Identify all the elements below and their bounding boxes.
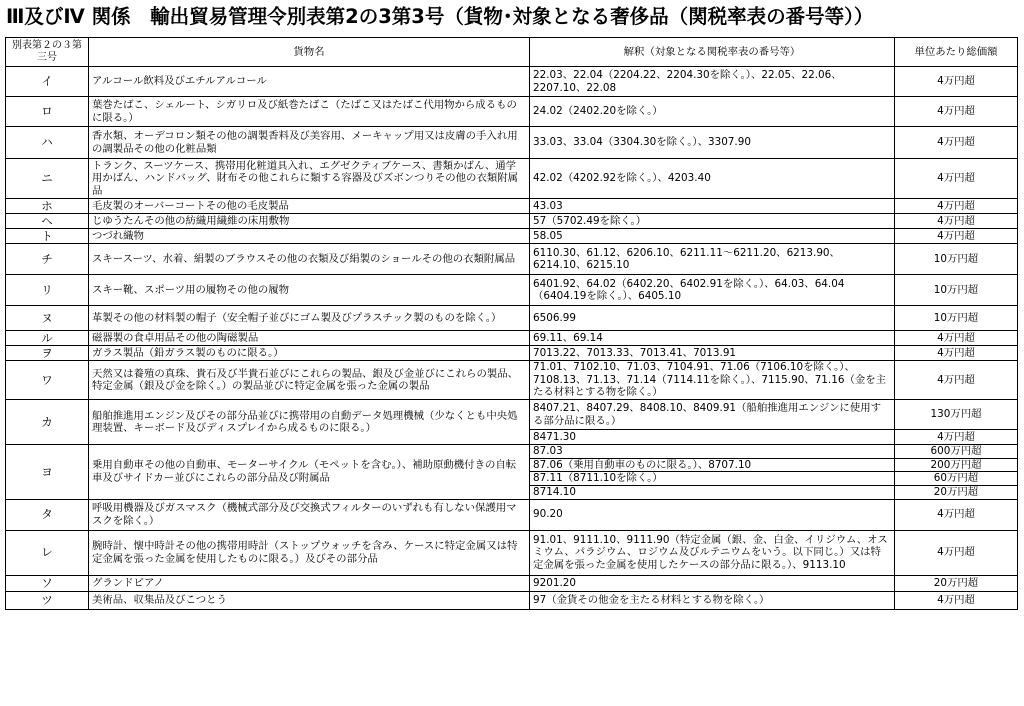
header-name: 貨物名 — [89, 38, 530, 67]
header-hs: 解釈（対象となる関税率表の番号等） — [530, 38, 895, 67]
row-tariff-numbers: 8407.21、8407.29、8408.10、8409.91（船舶推進用エンジンに使用する部分品に限る。） — [530, 400, 895, 430]
row-code: ヌ — [6, 306, 89, 331]
row-tariff-numbers: 97（金貨その他金を主たる材料とする物を除く。） — [530, 591, 895, 609]
row-tariff-numbers: 87.06（乗用自動車のものに限る。）、8707.10 — [530, 458, 895, 472]
table-body — [6, 67, 1018, 610]
row-unit-value: 4万円超 — [895, 361, 1018, 400]
header-code: 別表第２の３第三号 — [6, 38, 89, 67]
row-unit-value: 200万円超 — [895, 458, 1018, 472]
row-code: レ — [6, 530, 89, 575]
row-goods-name: スキースーツ、水着、絹製のブラウスその他の衣類及び絹製のショールその他の衣類附属品 — [89, 244, 530, 275]
row-goods-name: 呼吸用機器及びガスマスク（機械式部分及び交換式フィルターのいずれも有しない保護用マスクを除く。） — [89, 499, 530, 530]
row-tariff-numbers: 7013.22、7013.33、7013.41、7013.91 — [530, 346, 895, 361]
row-unit-value: 10万円超 — [895, 306, 1018, 331]
row-code: ソ — [6, 575, 89, 591]
row-goods-name: 磁器製の食卓用品その他の陶磁製品 — [89, 331, 530, 346]
row-goods-name: グランドピアノ — [89, 575, 530, 591]
row-goods-name: じゆうたんその他の紡織用繊維の床用敷物 — [89, 214, 530, 229]
row-unit-value: 20万円超 — [895, 575, 1018, 591]
row-tariff-numbers: 91.01、9111.10、9111.90（特定金属（銀、金、白金、イリジウム、オスミウム、パラジウム、ロジウム及びルテニウムをいう。以下同じ。）又は特定金属を張った金属を使用したケースの部分品に限る。）、9113.10 — [530, 530, 895, 575]
row-code: ロ — [6, 97, 89, 127]
row-unit-value: 4万円超 — [895, 229, 1018, 244]
row-tariff-numbers: 69.11、69.14 — [530, 331, 895, 346]
row-unit-value: 4万円超 — [895, 199, 1018, 214]
table-row — [6, 361, 1018, 400]
row-tariff-numbers: 24.02（2402.20を除く。） — [530, 97, 895, 127]
row-tariff-numbers: 87.03 — [530, 445, 895, 459]
table-row — [6, 244, 1018, 275]
row-tariff-numbers: 57（5702.49を除く。） — [530, 214, 895, 229]
table-row — [6, 530, 1018, 575]
header-value: 単位あたり総価額 — [895, 38, 1018, 67]
row-unit-value: 4万円超 — [895, 159, 1018, 199]
row-goods-name: 毛皮製のオーバーコートその他の毛皮製品 — [89, 199, 530, 214]
table-row — [6, 214, 1018, 229]
row-goods-name: アルコール飲料及びエチルアルコール — [89, 67, 530, 97]
row-code: ハ — [6, 127, 89, 159]
row-unit-value: 4万円超 — [895, 127, 1018, 159]
row-goods-name: 香水類、オーデコロン類その他の調製香料及び美容用、メーキャップ用又は皮膚の手入れ用の調製品その他の化粧品類 — [89, 127, 530, 159]
row-code: ワ — [6, 361, 89, 400]
row-code: ヨ — [6, 445, 89, 500]
table-row — [6, 127, 1018, 159]
row-tariff-numbers: 22.03、22.04（2204.22、2204.30を除く。）、22.05、22.06、2207.10、22.08 — [530, 67, 895, 97]
row-unit-value: 4万円超 — [895, 591, 1018, 609]
row-unit-value: 4万円超 — [895, 97, 1018, 127]
row-goods-name: 美術品、収集品及びこつとう — [89, 591, 530, 609]
row-code: ト — [6, 229, 89, 244]
row-code: ニ — [6, 159, 89, 199]
table-row — [6, 400, 1018, 430]
row-unit-value: 10万円超 — [895, 244, 1018, 275]
table-row — [6, 346, 1018, 361]
table-row — [6, 445, 1018, 459]
table-row — [6, 499, 1018, 530]
row-code: ツ — [6, 591, 89, 609]
row-tariff-numbers: 71.01、7102.10、71.03、7104.91、71.06（7106.10を除く。）、7108.13、71.13、71.14（7114.11を除く。）、7115.90、71.16（金を主たる材料とする物を除く。） — [530, 361, 895, 400]
row-code: ヘ — [6, 214, 89, 229]
row-tariff-numbers: 90.20 — [530, 499, 895, 530]
row-unit-value: 130万円超 — [895, 400, 1018, 430]
row-tariff-numbers: 43.03 — [530, 199, 895, 214]
row-tariff-numbers: 42.02（4202.92を除く。）、4203.40 — [530, 159, 895, 199]
row-unit-value: 4万円超 — [895, 67, 1018, 97]
row-code: タ — [6, 499, 89, 530]
row-unit-value: 4万円超 — [895, 530, 1018, 575]
row-goods-name: 天然又は養殖の真珠、貴石及び半貴石並びにこれらの製品、銀及び金並びにこれらの製品、特定金属（銀及び金を除く。）の製品並びに特定金属を張った金属の製品 — [89, 361, 530, 400]
row-tariff-numbers: 58.05 — [530, 229, 895, 244]
row-code: ヲ — [6, 346, 89, 361]
row-goods-name: 乗用自動車その他の自動車、モーターサイクル（モペットを含む。）、補助原動機付きの自転車及びサイドカー並びにこれらの部分品及び附属品 — [89, 445, 530, 500]
table-row — [6, 575, 1018, 591]
row-tariff-numbers: 6110.30、61.12、6206.10、6211.11～6211.20、6213.90、6214.10、6215.10 — [530, 244, 895, 275]
row-goods-name: つづれ織物 — [89, 229, 530, 244]
row-unit-value: 60万円超 — [895, 472, 1018, 486]
row-unit-value: 4万円超 — [895, 499, 1018, 530]
table-row — [6, 591, 1018, 609]
table-row — [6, 331, 1018, 346]
row-goods-name: トランク、スーツケース、携帯用化粧道具入れ、エグゼクティブケース、書類かばん、通学用かばん、ハンドバッグ、財布その他これらに類する容器及びズボンつりその他の衣類附属品 — [89, 159, 530, 199]
table-row — [6, 67, 1018, 97]
row-code: ホ — [6, 199, 89, 214]
row-goods-name: スキー靴、スポーツ用の履物その他の履物 — [89, 275, 530, 306]
row-goods-name: ガラス製品（鉛ガラス製のものに限る。） — [89, 346, 530, 361]
row-tariff-numbers: 33.03、33.04（3304.30を除く。）、3307.90 — [530, 127, 895, 159]
row-goods-name: 葉巻たばこ、シェルート、シガリロ及び紙巻たばこ（たばこ又はたばこ代用物から成るものに限る。） — [89, 97, 530, 127]
luxury-goods-table — [5, 37, 1018, 610]
row-code: カ — [6, 400, 89, 445]
row-tariff-numbers: 9201.20 — [530, 575, 895, 591]
table-row — [6, 229, 1018, 244]
table-row — [6, 306, 1018, 331]
row-unit-value: 10万円超 — [895, 275, 1018, 306]
row-goods-name: 船舶推進用エンジン及びその部分品並びに携帯用の自動データ処理機械（少なくとも中央処理装置、キーボード及びディスプレイから成るものに限る。） — [89, 400, 530, 445]
page-title: Ⅲ及びⅣ 関係 輸出貿易管理令別表第2の3第3号（貨物･対象となる奢侈品（関税率表の番号等）） — [6, 5, 874, 28]
row-unit-value: 600万円超 — [895, 445, 1018, 459]
row-goods-name: 革製その他の材料製の帽子（安全帽子並びにゴム製及びプラスチック製のものを除く。） — [89, 306, 530, 331]
row-tariff-numbers: 87.11（8711.10を除く。） — [530, 472, 895, 486]
table-row — [6, 275, 1018, 306]
row-goods-name: 腕時計、懐中時計その他の携帯用時計（ストップウォッチを含み、ケースに特定金属又は特定金属を張った金属を使用したものに限る。）及びその部分品 — [89, 530, 530, 575]
header-row — [6, 38, 1018, 67]
row-tariff-numbers: 8471.30 — [530, 430, 895, 445]
row-tariff-numbers: 6506.99 — [530, 306, 895, 331]
row-code: イ — [6, 67, 89, 97]
row-code: ル — [6, 331, 89, 346]
row-tariff-numbers: 6401.92、64.02（6402.20、6402.91を除く。）、64.03、64.04（6404.19を除く。）、6405.10 — [530, 275, 895, 306]
table-row — [6, 97, 1018, 127]
row-tariff-numbers: 8714.10 — [530, 485, 895, 499]
table-row — [6, 159, 1018, 199]
row-unit-value: 20万円超 — [895, 485, 1018, 499]
row-code: チ — [6, 244, 89, 275]
row-unit-value: 4万円超 — [895, 346, 1018, 361]
row-unit-value: 4万円超 — [895, 331, 1018, 346]
row-unit-value: 4万円超 — [895, 430, 1018, 445]
table-row — [6, 199, 1018, 214]
row-code: リ — [6, 275, 89, 306]
row-unit-value: 4万円超 — [895, 214, 1018, 229]
